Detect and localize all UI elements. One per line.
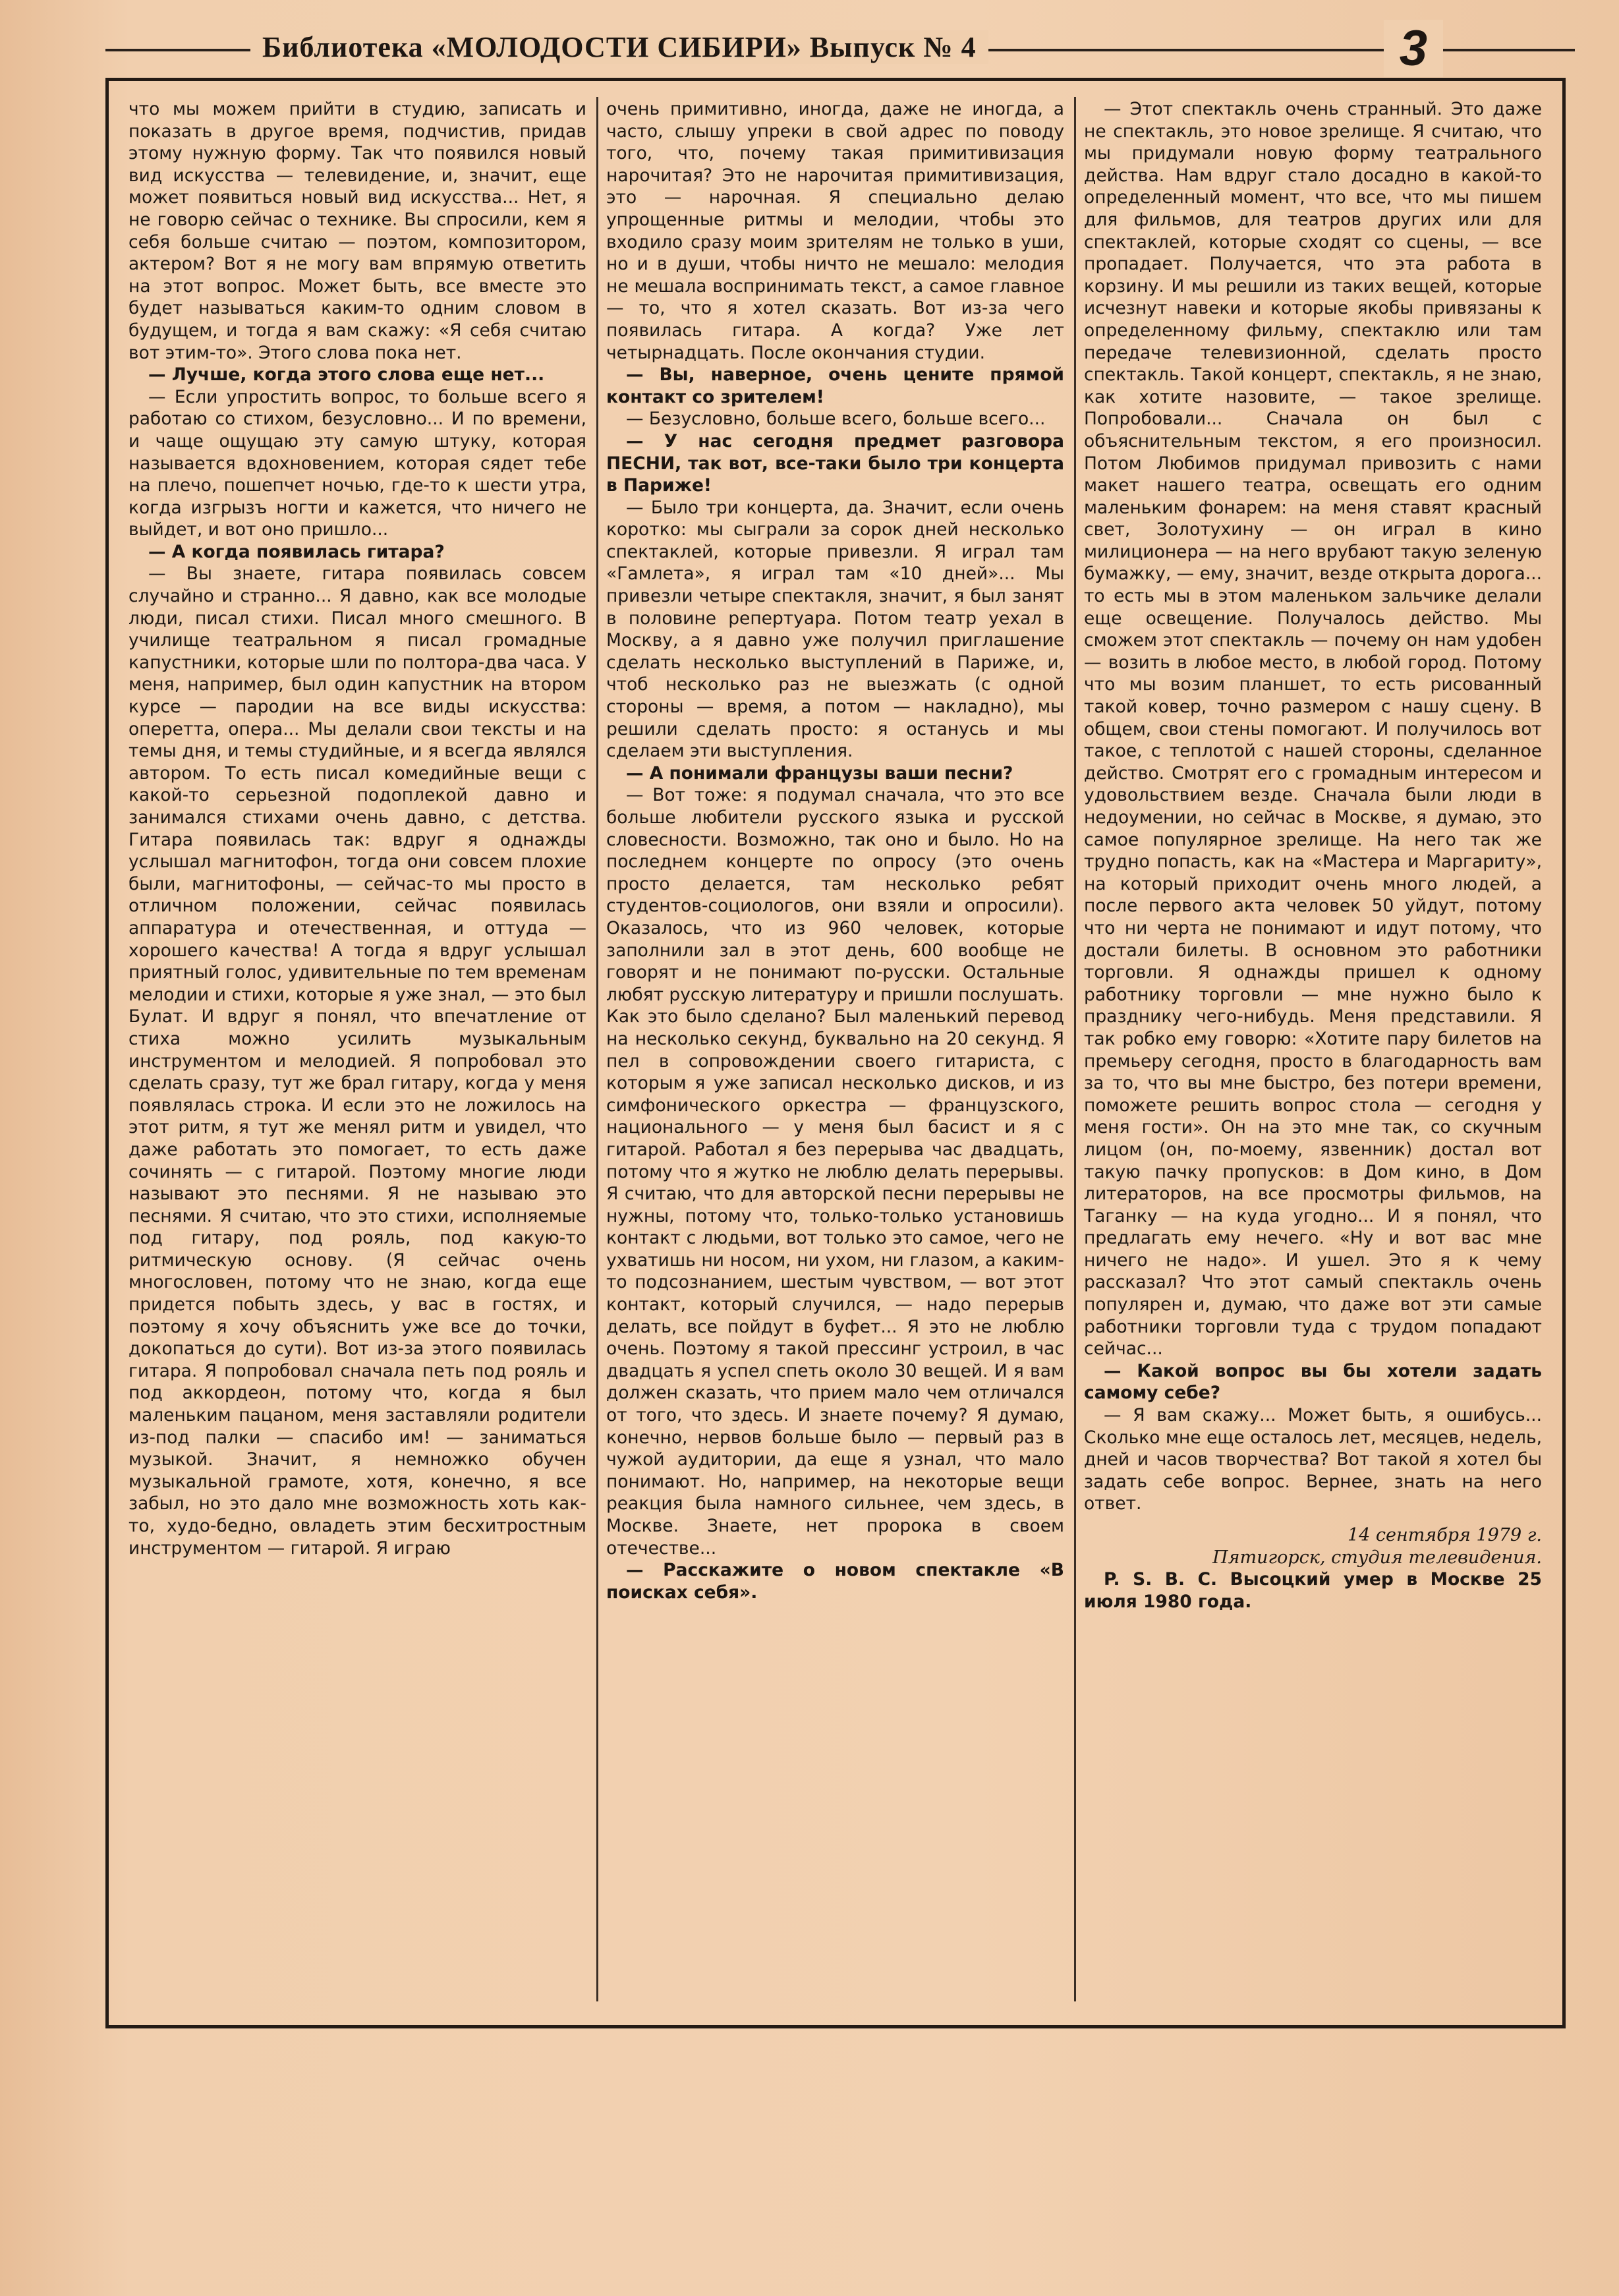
paragraph: — Безусловно, больше всего, больше всего... xyxy=(626,409,1046,430)
article-date: 14 сентября 1979 г. xyxy=(1347,1525,1542,1545)
page-header xyxy=(105,20,1575,76)
paragraph: — Было три концерта, да. Значит, если очень коротко: мы сыграли за сорок дней несколько спектаклей, которые привезли. Я играл там «Гамлета», я играл там «10 дней»... Мы привезли четыре спектакля, значит, я был занят в половине репертуара. Потом театр уехал в Москву, а я давно уже получил приглашение сделать несколько выступлений в Париже, и, чтоб несколько раз не выезжать (с одной стороны — время, а потом — накладно), мы решили сделать просто: я останусь и мы сделаем эти выступления. xyxy=(606,497,1064,762)
interviewer-question: — А когда появилась гитара? xyxy=(148,541,445,562)
interviewer-question: — Лучше, когда этого слова еще нет... xyxy=(148,364,545,386)
paragraph: очень примитивно, иногда, даже не иногда, а часто, слышу упреки в свой адрес по поводу того, что, почему такая примитивизация нарочитая? Это не нарочитая примитивизация, это — нарочная. Я специально делаю упрощенные ритмы и мелодии, чтобы это входило сразу моим зрителям не только в уши, но и в души, чтобы ничто не мешало: мелодия не мешала воспринимать текст, а самое главное — то, что я хотел сказать. Вот из-за чего появилась гитара. А когда? Уже лет четырнадцать. После окончания студии. xyxy=(606,99,1064,363)
page-number: 3 xyxy=(1384,20,1443,77)
column-1 xyxy=(128,98,586,1999)
paragraph: — Вы знаете, гитара появилась совсем случайно и странно... Я давно, как все молодые люди, писал стихи. Писал много смешного. В училище театральном я писал громадные капустники, которые шли по полтора-два часа. У меня, например, был один капустник на втором курсе — пародии на все виды искусства: оперетта, опера... Мы делали свои тексты и на темы дня, и темы студийные, и я всегда являлся автором. То есть писал комедийные вещи с какой-то серьезной подоплекой давно и занимался стихами очень давно, с детства. Гитара появилась так: вдруг я однажды услышал магнитофон, тогда они совсем плохие были, магнитофоны, — сейчас-то мы просто в отличном положении, сейчас появилась аппаратура и отечественная, и оттуда — хорошего качества! А тогда я вдруг услышал приятный голос, удивительные по тем временам мелодии и стихи, которые я уже знал, — это был Булат. И вдруг я понял, что впечатление от стиха можно усилить музыкальным инструментом и мелодией. Я попробовал это сделать сразу, тут же брал гитару, когда у меня появлялась строка. И если это не ложилось на этот ритм, я тут же менял ритм и увидел, что даже работать это помогает, то есть даже сочинять — с гитарой. Поэтому многие люди называют это песнями. Я не называю это песнями. Я считаю, что это стихи, исполняемые под гитару, под рояль, под какую-то ритмическую основу. (Я сейчас очень многословен, потому что не знаю, когда еще придется побыть здесь, у вас в гостях, и поэтому я хочу объяснить уже все до точки, докопаться до сути). Вот из-за этого появилась гитара. Я попробовал сначала петь под рояль и под аккордеон, потому что, когда я был маленьким пацаном, меня заставляли родители из-под палки — спасибо им! — заниматься музыкой. Значит, я немножко обучен музыкальной грамоте, хотя, конечно, я все забыл, но это дало мне возможность хоть как-то, худо-бедно, овладеть этим бесхитростным инструментом — гитарой. Я играю xyxy=(128,563,586,1559)
paragraph: что мы можем прийти в студию, записать и показать в другое время, подчистив, придав этому нужную форму. Так что появился новый вид искусства — телевидение, и, значит, еще может появиться новый вид искусства... Нет, я не говорю сейчас о технике. Вы спросили, кем я себя больше считаю — поэтом, композитором, актером? Вот я не могу вам впрямую ответить на этот вопрос. Может быть, все вместе это будет называться каким-то одним словом в будущем, и тогда я вам скажу: «Я себя считаю вот этим-то». Этого слова пока нет. xyxy=(128,99,586,363)
paragraph: — Этот спектакль очень странный. Это даже не спектакль, это новое зрелище. Я считаю, что мы придумали новую форму театрального действа. Нам вдруг стало досадно в какой-то определенный момент, что все, что мы пишем для фильмов, для театров других или для спектаклей, которые сходят со сцены, — все пропадает. Получается, что эта работа в корзину. И мы решили из таких вещей, которые исчезнут навеки и которые якобы привязаны к определенному фильму, спектаклю или там передаче телевизионной, сделать просто спектакль. Такой концерт, спектакль, я не знаю, как хотите назовите, — такое зрелище. Попробовали... Сначала он был с объяснительным текстом, я его произносил. Потом Любимов придумал привозить с нами макет нашего театра, освещать его одним маленьким фонарем: на меня ставят красный свет, Золотухину — он играл в кино милиционера — на него врубают такую зеленую бумажку, — ему, значит, везде открыта дорога... то есть мы в этом маленьком зальчике делали еще освещение. Получалось действо. Мы сможем этот спектакль — почему он нам удобен — возить в любое место, в любой город. Потому что мы возим планшет, то есть рисованный такой ковер, точно размером с нашу сцену. В общем, свои стены помогают. И получилось вот такое, с теплотой с нашей стороны, сделанное действо. Смотрят его с громадным интересом и удовольствием везде. Сначала были люди в недоумении, но сейчас в Москве, я думаю, это самое популярное зрелище. На него так же трудно попасть, как на «Мастера и Маргариту», на который приходит очень много людей, а после первого акта человек 50 уйдут, потому что ни черта не понимают и идут потому, что достали билеты. В основном это работники торговли. Я однажды пришел к одному работнику торговли — мне нужно было к празднику чего-нибудь. Меня представили. Я так робко ему говорю: «Хотите пару билетов на премьеру сегодня, просто в благодарность вам за то, что вы мне быстро, без потери времени, поможете решить вопрос стола — сегодня у меня гости». Он на это мне так, со скучным лицом (он, по-моему, язвенник) достал вот такую пачку пропусков: в Дом кино, в Дом литераторов, на все просмотры фильмов, на Таганку — на куда угодно... И я понял, что предлагать ему нечего. «Ну и вот вас мне ничего не надо». И ушел. Это я к чему рассказал? Что этот самый спектакль очень популярен и, думаю, что даже вот эти самые работники торговли туда с трудом попадают сейчас... xyxy=(1084,99,1542,1360)
article-frame xyxy=(105,78,1566,2028)
column-3 xyxy=(1084,98,1542,1999)
paragraph: — Если упростить вопрос, то больше всего я работаю со стихом, безусловно... И по времени, и чаще ощущаю эту самую штуку, которая называется вдохновением, которая сядет тебе на плечо, пошепчет ночью, где-то к шести утра, когда изгрызъ ногти и кажется, что ничего не выйдет, и вот оно пришло... xyxy=(128,386,586,540)
column-2 xyxy=(606,98,1064,1999)
column-divider xyxy=(1074,97,1076,2001)
paragraph: — Я вам скажу... Может быть, я ошибусь... Сколько мне еще осталось лет, месяцев, недель, дней и часов творчества? Вот такой я хотел бы задать себе вопрос. Вернее, знать на него ответ. xyxy=(1084,1405,1542,1514)
article-place: Пятигорск, студия телевидения. xyxy=(1212,1547,1542,1568)
paragraph: — Вот тоже: я подумал сначала, что это все больше любители русского языка и русской словесности. Возможно, так оно и было. Но на последнем концерте по опросу (это очень просто делается, там несколько ребят студентов-социологов, они взяли и опросили). Оказалось, что из 960 человек, которые заполнили зал в этот день, 600 вообще не говорят и не понимают по-русски. Остальные любят русскую литературу и пришли послушать. Как это было сделано? Был маленький перевод на несколько секунд, буквально на 20 секунд. Я пел в сопровождении своего гитариста, с которым я уже записал несколько дисков, и из симфонического оркестра — французского, национального — у меня был басист и я с гитарой. Работал я без перерыва час двадцать, потому что я жутко не люблю делать перерывы. Я считаю, что для авторской песни перерывы не нужны, потому что, только-только установишь контакт с людьми, вот только это самое, чего не ухватишь ни носом, ни ухом, ни глазом, а каким-то подсознанием, шестым чувством, — вот этот контакт, который случился, — надо перерыв делать, все пойдут в буфет... Я это не люблю очень. Поэтому я такой прессинг устроил, в час двадцать я успел спеть около 30 вещей. И я вам должен сказать, что прием мало чем отличался от того, что здесь. И знаете почему? Я думаю, конечно, нервов больше было — первый раз в чужой аудитории, да еще я узнал, что мало понимают. Но, например, на некоторые вещи реакция была намного сильнее, чем здесь, в Москве. Знаете, нет пророка в своем отечестве... xyxy=(606,785,1064,1559)
interviewer-question: — Вы, наверное, очень цените прямой контакт со зрителем! xyxy=(606,364,1064,407)
header-title: Библиотека «МОЛОДОСТИ СИБИРИ» Выпуск № 4 xyxy=(250,30,988,64)
interviewer-question: — А понимали французы ваши песни? xyxy=(626,762,1013,784)
postscript: P. S. В. С. Высоцкий умер в Москве 25 июля 1980 года. xyxy=(1084,1569,1542,1612)
interviewer-question: — Расскажите о новом спектакле «В поисках себя». xyxy=(606,1560,1064,1603)
interviewer-question: — Какой вопрос вы бы хотели задать самому себе? xyxy=(1084,1360,1542,1404)
column-divider xyxy=(596,97,598,2001)
interviewer-question: — У нас сегодня предмет разговора ПЕСНИ, так вот, все-таки было три концерта в Париже! xyxy=(606,430,1064,496)
